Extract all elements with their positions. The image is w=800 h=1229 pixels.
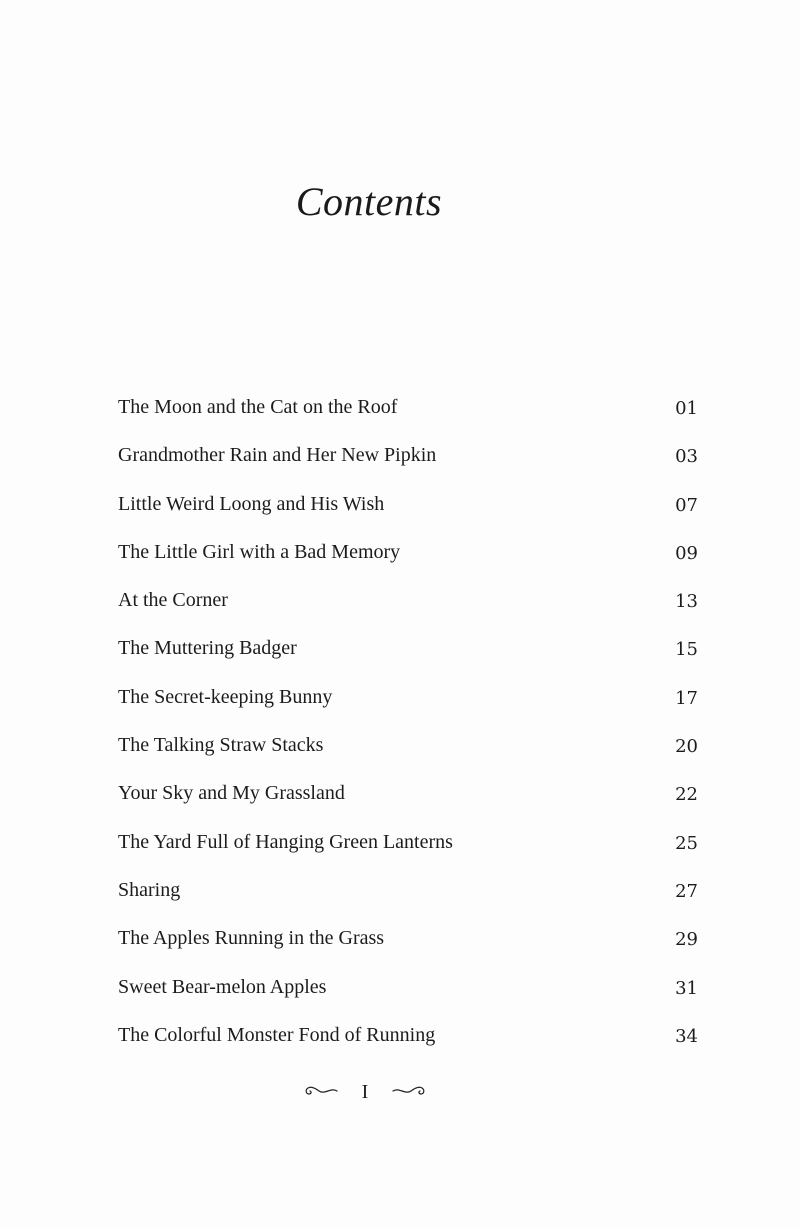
toc-entry-page-number: 29 [675,929,698,951]
toc-entry-title: Little Weird Loong and His Wish [118,492,385,515]
toc-entry [118,629,698,677]
toc-entry-page-number: 34 [675,1025,698,1047]
folio-number: I [361,1080,369,1103]
toc-entry-title: Sharing [118,878,181,901]
toc-entry [118,871,698,919]
toc-entry-title: Grandmother Rain and Her New Pipkin [118,444,437,467]
toc-entry-page-number: 09 [675,542,698,564]
toc-entry-title: The Talking Straw Stacks [118,734,324,757]
right-flourish-icon [391,1081,427,1104]
toc-entry-page-number: 27 [675,880,698,902]
toc-entry-page-number: 17 [675,687,698,709]
toc-entry [118,1016,698,1064]
toc-entry-page-number: 07 [675,494,698,516]
toc-entry-title: Your Sky and My Grassland [118,782,345,805]
toc-entry [118,774,698,822]
toc-entry-page-number: 22 [675,784,698,806]
toc-entry-page-number: 31 [675,977,698,999]
toc-entry [118,581,698,629]
contents-heading: Contents [295,179,443,224]
left-flourish-icon [303,1081,339,1104]
toc-entry [118,485,698,533]
toc-entry-page-number: 13 [675,591,698,613]
toc-entry-title: The Moon and the Cat on the Roof [118,396,398,418]
toc-entry [118,678,698,726]
toc-entry-page-number: 20 [675,736,698,758]
toc-entry-title: At the Corner [118,589,228,612]
page-folio [0,1080,730,1104]
toc-entry [118,388,698,436]
toc-entry [118,726,698,774]
toc-entry-page-number: 03 [675,446,698,468]
toc-entry-title: The Apples Running in the Grass [118,927,385,950]
toc-entry-title: The Secret-keeping Bunny [118,685,333,708]
toc-entry-title: The Little Girl with a Bad Memory [118,540,401,563]
toc-entry [118,968,698,1016]
toc-entry [118,919,698,967]
toc-entry-page-number: 01 [675,398,698,419]
toc-entry-title: The Yard Full of Hanging Green Lanterns [118,830,453,853]
toc-entry-title: The Muttering Badger [118,637,297,660]
toc-entry-page-number: 15 [675,639,698,661]
toc-entry [118,436,698,484]
toc-entry [118,823,698,871]
table-of-contents [118,388,698,1064]
toc-entry-page-number: 25 [675,832,698,854]
toc-entry-title: Sweet Bear-melon Apples [118,975,327,998]
toc-entry [118,533,698,581]
toc-entry-title: The Colorful Monster Fond of Running [118,1023,436,1046]
